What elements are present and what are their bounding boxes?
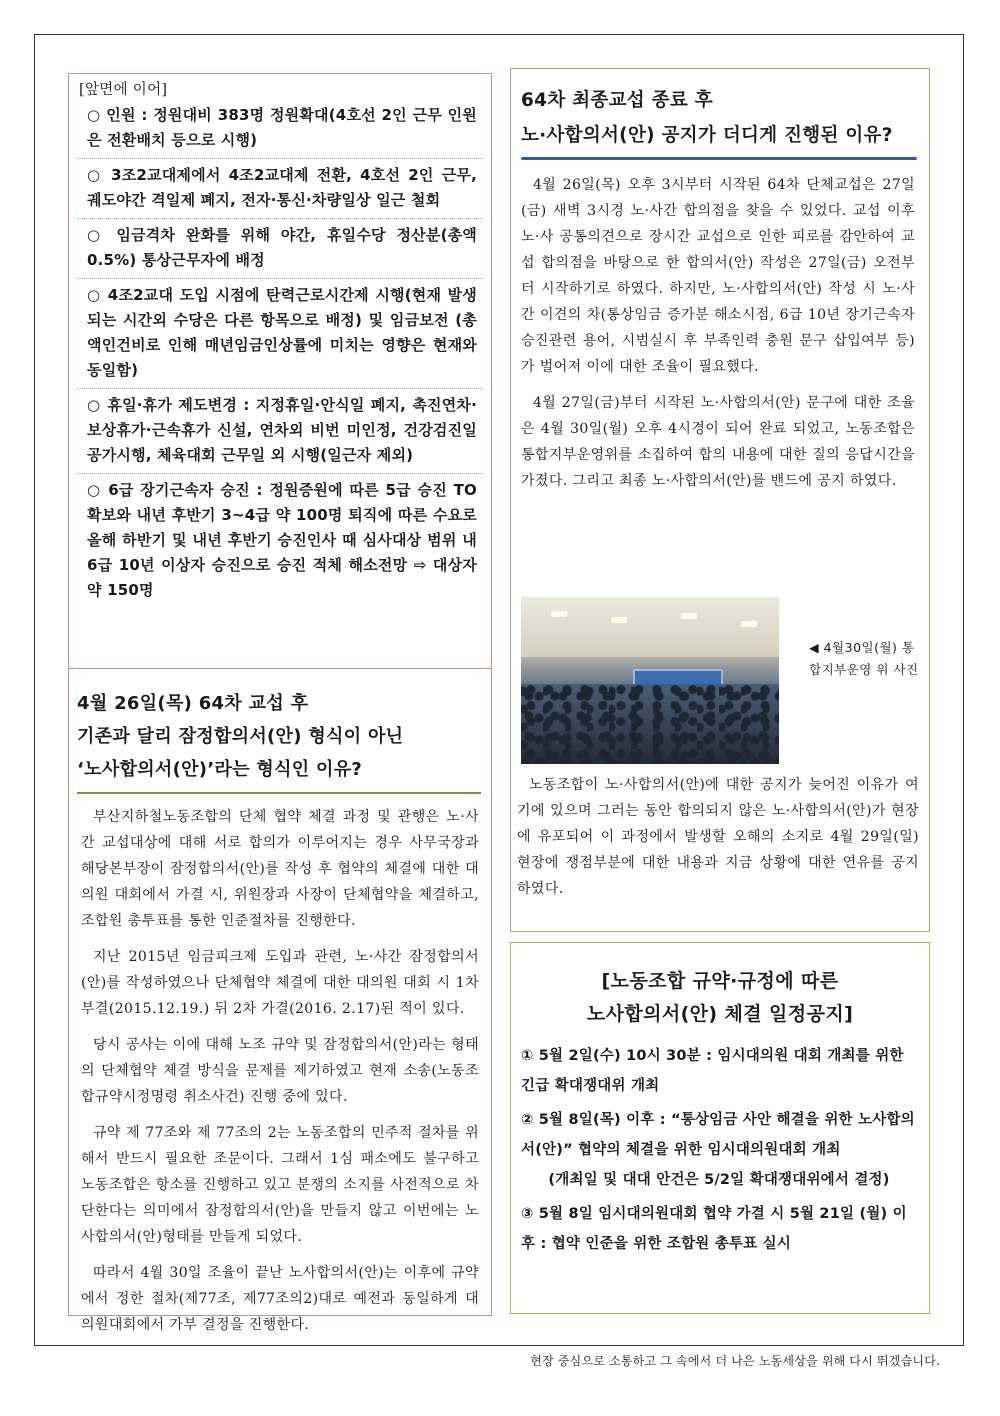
photo-light [681, 613, 697, 619]
list-item: ○ 6급 장기근속자 승진 : 정원증원에 따른 5급 승진 TO확보와 내년 후반기 3~4급 약 100명 퇴직에 따른 수요로 올해 하반기 및 내년 후반기 승진인사 때 심사대상 범위 내 6급 10년 이상자 승진으로 승진 적체 해소전망 ⇨ 대상자 약 150명 [87, 481, 477, 599]
paragraph: 부산지하철노동조합의 단체 협약 체결 과정 및 관행은 노·사간 교섭대상에 대해 서로 합의가 이루어지는 경우 사무국장과 해당본부장이 잠정합의서(안)를 작성 후 협약의 체결에 대한 대의원 대회에서 가결 시, 위원장과 사장이 단체협약을 체결하고, 조합원 총투표를 통한 인준절차를 진행한다. [81, 809, 479, 929]
heading-underline [77, 792, 481, 794]
heading-line: 64차 최종교섭 종료 후 [521, 90, 713, 111]
photo-light [611, 617, 627, 623]
delay-reason-box [510, 68, 930, 932]
paragraph: 따라서 4월 30일 조율이 끝난 노사합의서(안)는 이후에 규약에서 정한 절차(제77조, 제77조의2)대로 예전과 동일하게 대의원대회에서 가부 결정을 진행한다. [81, 1265, 479, 1333]
list-item: ○ 인원 : 정원대비 383명 정원확대(4호선 2인 근무 인원은 전환배치 등으로 시행) [77, 99, 483, 159]
paragraph: 노동조합이 노·사합의서(안)에 대한 공지가 늦어진 이유가 여기에 있으며 그러는 동안 합의되지 않은 노·사합의서(안)가 현장에 유포되어 이 과정에서 발생할 오해의 소지로 4월 29일(일) 현장에 쟁점부분에 대한 내용과 지금 상황에 대한 연유를 공지 하였다. [517, 777, 919, 897]
continued-label: [앞면에 이어] [79, 82, 168, 98]
section-heading [77, 687, 481, 786]
notice-title [511, 965, 929, 1031]
paragraph: 4월 26일(목) 오후 3시부터 시작된 64차 단체교섭은 27일(금) 새벽 3시경 노·사간 합의점을 찾을 수 있었다. 교섭 이후 노·사 공통의견으로 장시간 교섭으로 인한 피로를 감안하여 교섭 합의점을 바탕으로 한 합의서(안) 작성은 27일(금) 오전부터 시작하기로 하였다. 하지만, 노·사합의서(안) 작성 시 노·사간 이견의 차(통상임금 증가분 해소시점, 6급 10년 장기근속자 승진관련 용어, 시범실시 후 부족인력 충원 문구 삽입여부 등)가 벌어져 이에 대한 조율이 필요했다. [521, 177, 915, 375]
meeting-photo [521, 597, 779, 764]
title-line: [노동조합 규약·규정에 따른 [601, 970, 839, 992]
schedule-item: ② 5월 8일(목) 이후 : “통상임금 사안 해결을 위한 노사합의서(안)” 협약의 체결을 위한 임시대의원대회 개최 [521, 1112, 915, 1158]
agreement-format-box [68, 668, 492, 1333]
footer-slogan: 현장 중심으로 소통하고 그 속에서 더 나은 노동세상을 위해 다시 뛰겠습니다. [530, 1354, 940, 1368]
photo-ceiling [521, 597, 779, 657]
heading-line: 노·사합의서(안) 공지가 더디게 진행된 이유? [521, 125, 893, 146]
section-heading [521, 83, 915, 153]
paragraph: 지난 2015년 임금피크제 도입과 관련, 노·사간 잠정합의서(안)를 작성하였으나 단체협약 체결에 대한 대의원 대회 시 1차 부결(2015.12.19.) 뒤 2차 가결(2016. 2.17)된 적이 있다. [81, 949, 479, 1017]
heading-underline [521, 157, 917, 160]
photo-crowd [521, 684, 779, 764]
schedule-item: ③ 5월 8일 임시대의원대회 협약 가결 시 5월 21일 (월) 이후 : 협약 인준을 위한 조합원 총투표 실시 [521, 1206, 907, 1252]
heading-line: 4월 26일(목) 64차 교섭 후 [77, 693, 309, 714]
photo-caption: ◀ 4월30일(월) 통합지부운영 위 사진 [809, 640, 919, 677]
section-body [77, 804, 481, 1338]
list-item: ○ 3조2교대제에서 4조2교대제 전환, 4호선 2인 근무, 궤도야간 격일제 폐지, 전자·통신·차량일상 일근 철회 [77, 159, 483, 219]
list-item: ○ 임금격차 완화를 위해 야간, 휴일수당 정산분(총액 0.5%) 통상근무자에 배정 [77, 219, 483, 279]
paragraph: 4월 27일(금)부터 시작된 노·사합의서(안) 문구에 대한 조율은 4월 30일(월) 오후 4시경이 되어 완료 되었고, 노동조합은 통합지부운영위를 소집하여 합의 내용에 대한 질의 응답시간을 가졌다. 그리고 최종 노·사합의서(안)를 밴드에 공지 하였다. [521, 395, 915, 489]
title-line: 노사합의서(안) 체결 일정공지] [586, 1003, 854, 1025]
heading-line: ‘노사합의서(안)’라는 형식인 이유? [77, 759, 363, 780]
schedule-note: (개최일 및 대대 안건은 5/2일 확대쟁대위에서 결정) [548, 1172, 890, 1188]
list-item: ○ 휴일·휴가 제도변경 : 지정휴일·안식일 폐지, 촉진연차·보상휴가·근속휴가 신설, 연차외 비번 미인정, 건강검진일 공가시행, 체육대회 근무일 외 시행(일근자 제외) [77, 389, 483, 474]
section-body [521, 172, 915, 494]
demands-box [68, 73, 492, 668]
heading-line: 기존과 달리 잠정합의서(안) 형식이 아닌 [77, 726, 404, 747]
photo-light [741, 621, 757, 627]
schedule-item: ① 5월 2일(수) 10시 30분 : 임시대의원 대회 개최를 위한 긴급 확대쟁대위 개최 [521, 1048, 904, 1094]
list-item: ○ 4조2교대 도입 시점에 탄력근로시간제 시행(현재 발생되는 시간외 수당은 다른 항목으로 배정) 및 임금보전 (총액인건비로 인해 매년임금인상률에 미치는 영향은 현재와 동일함) [77, 279, 483, 389]
closing-paragraph [517, 772, 919, 912]
paragraph: 당시 공사는 이에 대해 노조 규약 및 잠정합의서(안)라는 형태의 단체협약 체결 방식을 문제를 제기하였고 현재 소송(노동조합규약시정명령 취소사건) 진행 중에 있다. [81, 1037, 479, 1105]
schedule-notice-box [510, 942, 930, 1314]
photo-light [551, 611, 567, 617]
demands-list [69, 99, 491, 608]
paragraph: 규약 제 77조와 제 77조의 2는 노동조합의 민주적 절차를 위해서 반드시 필요한 조문이다. 그래서 1심 패소에도 불구하고 노동조합은 항소를 진행하고 있고 분쟁의 소지를 사전적으로 차단한다는 의미에서 잠정합의서(안)을 만들지 않고 이번에는 노사합의서(안)형태를 만들게 되었다. [81, 1125, 479, 1245]
